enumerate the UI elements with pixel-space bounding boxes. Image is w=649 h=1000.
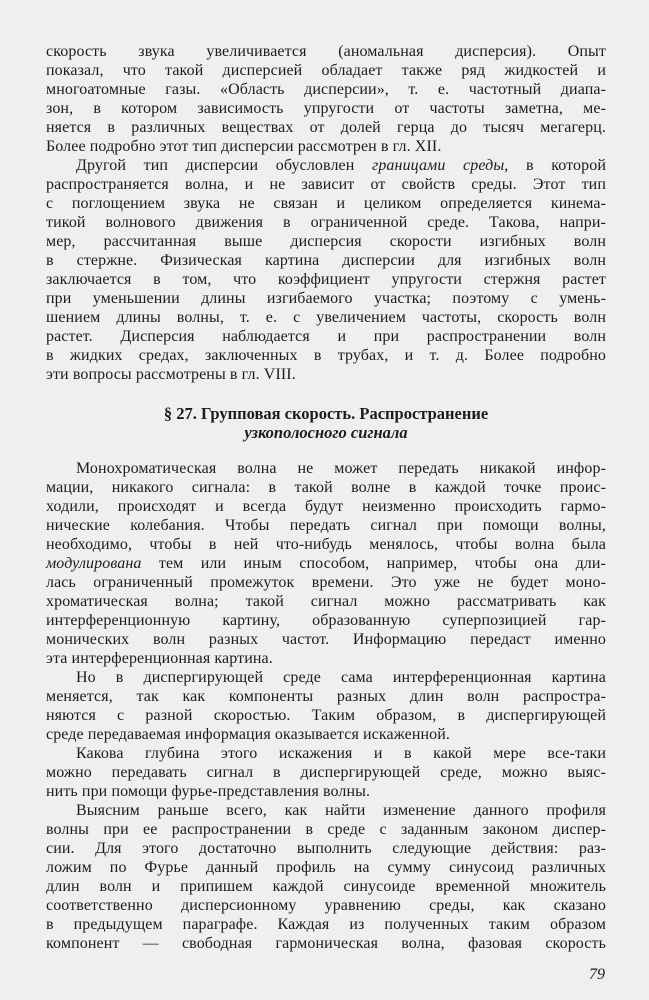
text-line: интерференционную картину, образованную суперпозицией гар-: [46, 612, 606, 629]
text-line: Но в диспергирующей среде сама интерференционная картина: [76, 669, 606, 686]
text-line: Выясним раньше всего, как найти изменение данного профиля: [76, 802, 606, 819]
text-line: в предыдущем параграфе. Каждая из полученных таким образом: [46, 916, 606, 933]
text-line: в стержне. Физическая картина дисперсии для изгибных волн: [46, 252, 606, 269]
text-line: нить при помощи фурье-представления волны.: [46, 783, 371, 800]
page-number: 79: [589, 966, 605, 983]
text-line: заключается в том, что коэффициент упругости стержня растет: [46, 271, 606, 288]
text-line: няется в различных веществах от долей герца до тысяч мегагерц.: [46, 119, 606, 136]
text-line: растет. Дисперсия наблюдается и при распространении волн: [46, 328, 606, 345]
text-line: [76, 156, 606, 175]
text-line: мер, рассчитанная выше дисперсия скорости изгибных волн: [46, 233, 606, 250]
text-line: эти вопросы рассмотрены в гл. VIII.: [46, 366, 296, 383]
text-line: скорость звука увеличивается (аномальная дисперсия). Опыт: [46, 43, 606, 60]
text-line: шением длины волны, т. е. с увеличением частоты, скорость волн: [46, 309, 606, 326]
text-line: компонент — свободная гармоническая волна, фазовая скорость: [46, 935, 606, 952]
text-line: необходимо, чтобы в ней что-нибудь менялось, чтобы волна была: [46, 536, 606, 553]
text-line: волны при ее распространении в среде с заданным законом диспер-: [46, 821, 606, 838]
text-line: ложим по Фурье данный профиль на сумму синусоид различных: [46, 859, 606, 876]
text-span: Другой тип дисперсии обусловлен: [76, 157, 372, 174]
text-line: в жидких средах, заключенных в трубах, и т. д. Более подробно: [46, 347, 606, 364]
text-line: меняется, так как компоненты разных длин волн распростра-: [46, 688, 606, 705]
text-line: тикой волнового движения в ограниченной среде. Такова, напри-: [46, 214, 606, 231]
text-line: можно передавать сигнал в диспергирующей среде, можно выяс-: [46, 764, 606, 781]
section-heading-subtitle: [46, 423, 606, 442]
text-line: многоатомные газы. «Область дисперсии», т. е. частотный диапа-: [46, 81, 606, 98]
text-line: распространяется волна, и не зависит от свойств среды. Этот тип: [46, 176, 606, 193]
text-line: мации, никакого сигнала: в такой волне в каждой точке проис-: [46, 479, 606, 496]
text-line: длин волн и припишем каждой синусоиде временной множитель: [46, 878, 606, 895]
text-line: няются с разной скоростью. Таким образом, в диспергирующей: [46, 707, 606, 724]
text-line: ходили, происходят и всегда будут неизменно происходить гармо-: [46, 498, 606, 515]
text-line: эта интерференционная картина.: [46, 650, 273, 667]
section-heading: § 27. Групповая скорость. Распространение: [163, 404, 489, 423]
text-line: нические колебания. Чтобы передать сигнал при помощи волны,: [46, 517, 606, 534]
italic-term: модулирована: [46, 555, 142, 572]
text-line: сии. Для этого достаточно выполнить следующие действия: раз-: [46, 840, 606, 857]
text-line: зон, в котором зависимость упругости от частоты заметна, ме-: [46, 100, 606, 117]
text-span: тем или иным способом, например, чтобы она дли-: [141, 555, 606, 572]
text-line: [46, 554, 606, 573]
italic-term: границами среды: [371, 157, 505, 174]
text-line: Какова глубина этого искажения и в какой мере все-таки: [76, 745, 606, 762]
text-line: среде передаваемая информация оказывается искаженной.: [46, 726, 451, 743]
text-line: хроматическая волна; такой сигнал можно рассматривать как: [46, 593, 606, 610]
text-line: с поглощением звука не связан и целиком определяется кинема-: [46, 195, 606, 212]
section-subtitle-text: узкополосного сигнала: [244, 423, 408, 442]
text-span: , в которой: [504, 157, 607, 174]
text-line: показал, что такой дисперсией обладает также ряд жидкостей и: [46, 62, 606, 79]
text-line: соответственно дисперсионному уравнению среды, как сказано: [46, 897, 606, 914]
text-line: лась ограниченный промежуток времени. Это уже не будет моно-: [46, 574, 606, 591]
text-line: Более подробно этот тип дисперсии рассмотрен в гл. XII.: [46, 138, 442, 155]
text-line: Монохроматическая волна не может передать никакой инфор-: [76, 460, 606, 477]
text-line: монических волн разных частот. Информацию передаст именно: [46, 631, 606, 648]
text-line: при уменьшении длины изгибаемого участка; поэтому с умень-: [46, 290, 606, 307]
